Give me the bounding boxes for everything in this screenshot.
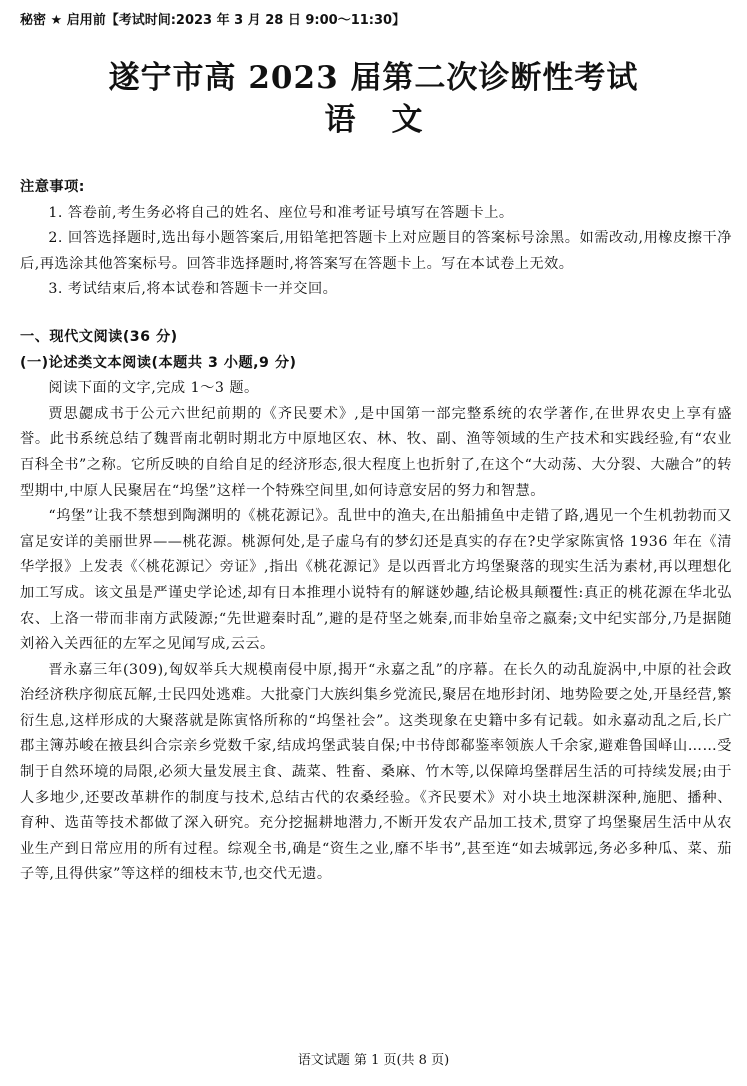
notes-heading: 注意事项:	[20, 179, 85, 195]
confidential-header: 秘密 ★ 启用前【考试时间:2023 年 3 月 28 日 9:00～11:30】	[20, 13, 406, 28]
note-item-1: 1. 答卷前,考生务必将自己的姓名、座位号和准考证号填写在答题卡上。	[48, 204, 514, 221]
passage-paragraph-1: 贾思勰成书于公元六世纪前期的《齐民要术》,是中国第一部完整系统的农学著作,在世界农史上享有盛誉。此书系统总结了魏晋南北朝时期北方中原地区农、林、牧、副、渔等领域的生产技术和实践经验,有“农业百科全书”之称。它所反映的自给自足的经济形态,很大程度上也折射了,在这个“大动荡、大分裂、大融合”的转型期中,中原人民聚居在“坞堡”这样一个特殊空间里,如何诗意安居的努力和智慧。	[20, 405, 732, 499]
note-item-3: 3. 考试结束后,将本试卷和答题卡一并交回。	[48, 281, 338, 298]
spacer	[20, 303, 732, 325]
section-heading: 一、现代文阅读(36 分)	[20, 328, 178, 345]
subject-title: 语文	[324, 102, 459, 138]
note-item-2: 2. 回答选择题时,选出每小题答案后,用铅笔把答题卡上对应题目的答案标号涂黑。如需改动,用橡皮擦干净后,再选涂其他答案标号。回答非选择题时,将答案写在答题卡上。写在本试卷上无效。	[20, 230, 732, 272]
reading-instruction: 阅读下面的文字,完成 1～3 题。	[48, 380, 259, 397]
exam-content	[20, 175, 732, 888]
page-footer: 语文试题 第 1 页(共 8 页)	[297, 1053, 450, 1068]
passage-paragraph-3: 晋永嘉三年(309),匈奴举兵大规模南侵中原,揭开“永嘉之乱”的序幕。在长久的动乱旋涡中,中原的社会政治经济秩序彻底瓦解,士民四处逃难。大批豪门大族纠集乡党流民,聚居在地形封闭、地势险要之处,开垦经营,繁衍生息,这样形成的大聚落就是陈寅恪所称的“坞堡社会”。这类现象在史籍中多有记载。如永嘉动乱之后,长广郡主簿苏峻在掖县纠合宗亲乡党数千家,结成坞堡武装自保;中书侍郎郗鉴率领族人千余家,避难鲁国峄山……受制于自然环境的局限,必须大量发展主食、蔬菜、牲畜、桑麻、竹木等,以保障坞堡群居生活的可持续发展;由于人多地少,还要改革耕作的制度与技术,总结古代的农桑经验。《齐民要术》对小块土地深耕深种,施肥、播种、育种、选苗等技术都做了深入研究。充分挖掘耕地潜力,不断开发农产品加工技术,贯穿了坞堡聚居生活中从农业生产到日常应用的所有过程。综观全书,确是“资生之业,靡不毕书”,甚至连“如去城郭远,务必多种瓜、菜、茄子等,且得供家”等这样的细枝末节,也交代无遗。	[20, 661, 732, 883]
subsection-heading: (一)论述类文本阅读(本题共 3 小题,9 分)	[20, 354, 297, 371]
exam-title: 遂宁市高 2023 届第二次诊断性考试	[108, 60, 639, 96]
passage-paragraph-2: “坞堡”让我不禁想到陶渊明的《桃花源记》。乱世中的渔夫,在出船捕鱼中走错了路,遇见一个生机勃勃而又富足安详的美丽世界——桃花源。桃源何处,是子虚乌有的梦幻还是真实的存在?史学家陈寅恪 1936 年在《清华学报》上发表《〈桃花源记〉旁证》,指出《桃花源记》是以西晋北方坞堡聚落的现实生活为素材,再以理想化加工写成。该文虽是严谨史学论述,却有日本推理小说特有的解谜妙趣,结论极具颠覆性:真正的桃花源在华北弘农、上洛一带而非南方武陵源;“先世避秦时乱”,避的是苻坚之姚秦,而非始皇帝之嬴秦;文中纪实部分,乃是据随刘裕入关西征的左军之见闻写成,云云。	[20, 508, 732, 653]
